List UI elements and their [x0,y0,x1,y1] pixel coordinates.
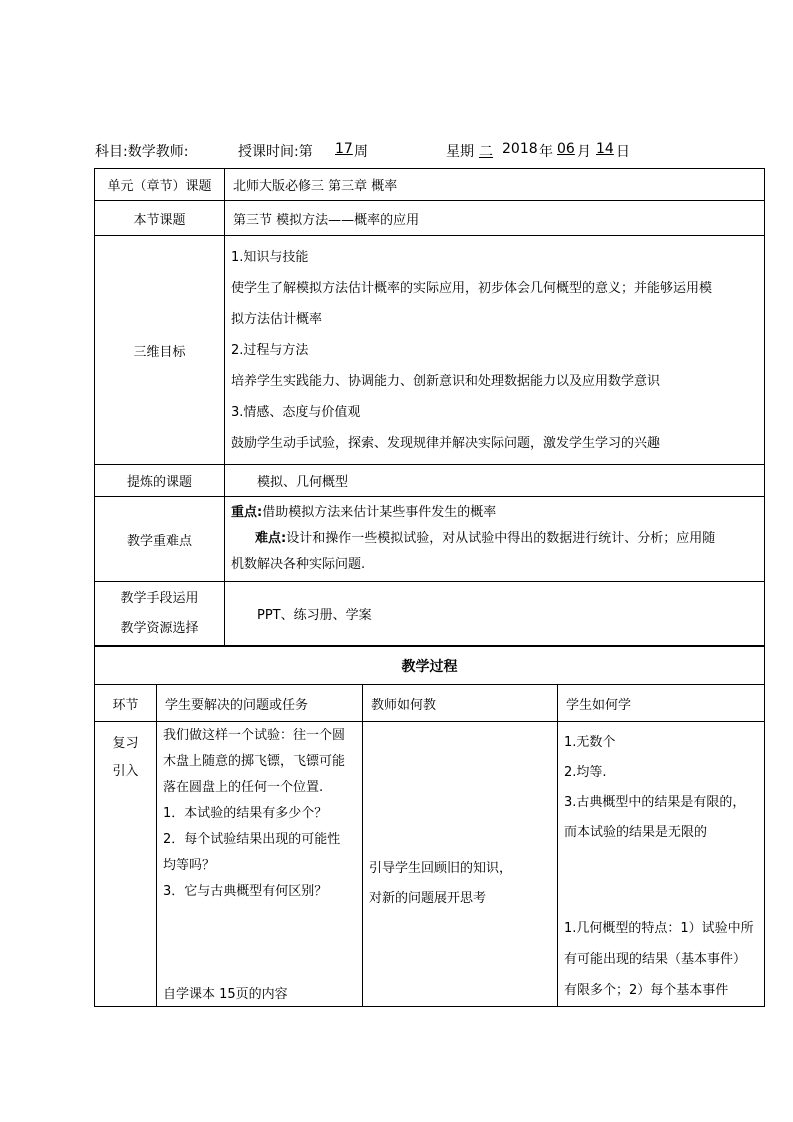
means-label [95,582,225,646]
month-unit: 月 [577,144,591,160]
feature-line: 1.几何概型的特点：1）试验中所 [564,921,754,936]
process-row [95,722,765,1007]
lesson-info-table [94,168,765,646]
day-value: 14 [596,141,614,157]
difficulty-text: 设计和操作一些模拟试验，对从试验中得出的数据进行统计、分析；应用随 [286,531,716,546]
refined-value: 模拟、几何概型 [225,465,765,497]
tasks-cell [157,722,363,1007]
objective-line: 1.知识与技能 [231,249,309,265]
resources-label-line: 教学资源选择 [120,620,199,636]
header-line [95,141,735,161]
unit-value: 北师大版必修三 第三章 概率 [225,169,765,201]
objectives-label: 三维目标 [95,236,225,465]
weekday-label: 星期 [446,144,474,160]
learn-line: 2.均等. [564,765,607,780]
year-value: 2018 [502,141,538,157]
col-header-tasks: 学生要解决的问题或任务 [157,685,363,722]
task-line: 落在圆盘上的任何一个位置. [163,780,324,795]
teach-line: 引导学生回顾旧的知识， [369,861,513,876]
objective-line: 培养学生实践能力、协调能力、创新意识和处理数据能力以及应用数学意识 [231,373,661,389]
task-line: 3．它与古典概型有何区别？ [163,884,328,899]
learn-line: 1.无数个 [564,735,616,750]
objective-line: 鼓励学生动手试验，探索、发现规律并解决实际问题，激发学生学习的兴趣 [231,435,661,451]
objective-line: 拟方法估计概率 [231,311,323,327]
stage-line: 引入 [112,764,139,779]
keypoints-label: 教学重难点 [95,497,225,582]
refined-label: 提炼的课题 [95,465,225,497]
week-unit: 周 [354,144,368,160]
keypoints-content [225,497,765,582]
process-header-row [95,685,765,722]
unit-row [95,169,765,201]
keypoints-row [95,497,765,582]
lecture-time-label: 授课时间:第 [238,144,313,160]
process-title-row [95,647,765,685]
year-unit: 年 [539,144,553,160]
objectives-content [225,236,765,465]
means-row [95,582,765,646]
teach-line: 对新的问题展开思考 [369,891,487,906]
difficulty-line-cont: 机数解决各种实际问题. [231,557,366,572]
task-line: 我们做这样一个试验：往一个圆 [163,728,346,743]
lesson-value: 第三节 模拟方法——概率的应用 [225,201,765,236]
task-line: 1．本试验的结果有多少个？ [163,806,328,821]
task-footer: 自学课本 15页的内容 [163,987,288,1002]
key-title: 重点: [231,505,263,520]
difficulty-title: 难点: [255,531,287,546]
col-header-learn: 学生如何学 [558,685,765,722]
learn-line: 3.古典概型中的结果是有限的， [564,795,746,810]
task-line: 木盘上随意的掷飞镖，飞镖可能 [163,754,346,769]
difficulty-line [225,526,764,552]
stage-cell [95,722,157,1007]
learn-answers [558,722,764,848]
objective-line: 使学生了解模拟方法估计概率的实际应用，初步体会几何概型的意义；并能够运用模 [231,280,713,296]
objectives-row [95,236,765,465]
task-line: 2．每个试验结果出现的可能性 [163,832,341,847]
feature-line: 有限多个；2）每个基本事件 [564,983,729,998]
means-value: PPT、练习册、学案 [225,582,765,646]
process-table [94,646,765,1007]
month-value: 06 [557,141,575,157]
key-point-line [225,500,764,526]
week-number: 17 [335,141,353,157]
feature-line: 有可能出现的结果（基本事件） [564,952,747,967]
teach-content [369,854,512,914]
objective-line: 2.过程与方法 [231,342,309,358]
learn-line: 而本试验的结果是无限的 [564,825,708,840]
means-label-line: 教学手段运用 [120,590,199,606]
subject-teacher-label: 科目:数学教师: [95,144,189,160]
geometric-model-features [558,913,760,1006]
lesson-label: 本节课题 [95,201,225,236]
objective-line: 3.情感、态度与价值观 [231,404,361,420]
weekday-value: 二 [479,144,493,160]
process-title: 教学过程 [95,647,765,685]
day-unit: 日 [616,144,630,160]
task-line: 均等吗？ [163,858,216,873]
col-header-teach: 教师如何教 [363,685,558,722]
key-text: 借助模拟方法来估计某些事件发生的概率 [262,505,497,520]
lesson-row [95,201,765,236]
refined-row [95,465,765,497]
unit-label: 单元（章节）课题 [95,169,225,201]
learn-cell [558,722,765,1007]
col-header-stage: 环节 [95,685,157,722]
teach-cell [363,722,558,1007]
stage-line: 复习 [112,736,139,751]
